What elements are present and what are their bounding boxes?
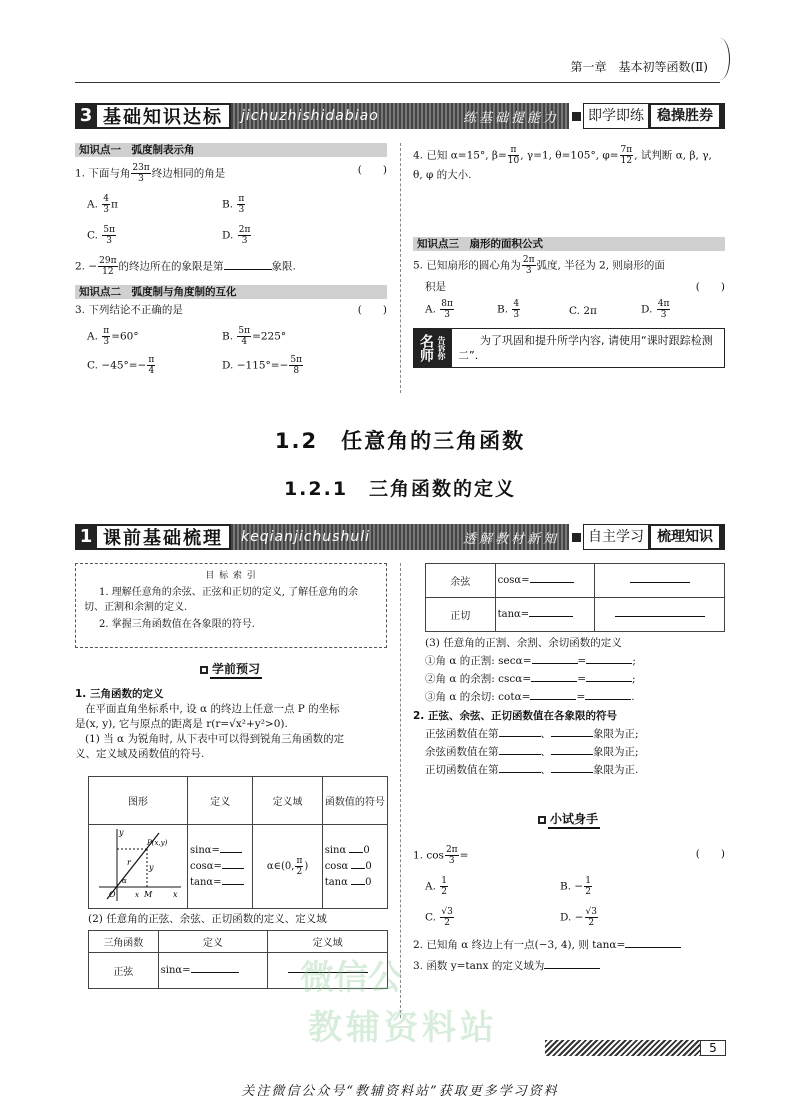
option-C: C. 2π [569,305,597,317]
heading-mark-icon [538,816,546,824]
option-B: B. $\frac{4}{3}$ [497,299,520,320]
answer-blank[interactable] [544,968,600,969]
teacher-tip-badge: 名师 告诉你 [414,329,452,367]
sign-cell: sinα 0 cosα 0 tanα 0 [322,825,387,909]
right-notes [413,636,725,778]
answer-blank[interactable] [220,852,242,853]
trial-heading-wrap [413,810,725,829]
trial-question-2: 2. 已知角 α 终边上有一点(−3, 4), 则 tanα= [413,938,725,953]
answer-blank[interactable] [585,699,631,700]
answer-blank[interactable] [586,681,632,682]
trial-question-1: 1. cos $\frac{2\pi}{3}$ = ( ) [413,845,725,866]
answer-blank[interactable] [530,582,574,583]
table-header: 图形 [89,777,188,825]
banner-slogan: 练基础提能力 [462,110,559,126]
banner-stripe [231,524,569,550]
question-4: 4. 已知 α=15°, β= $\frac{\pi}{10}$ , γ=1, θ=105°, φ= $\frac{7\pi}{12}$ , 试判断 α, β, γ, [413,145,712,166]
definition-para-4: 义、定义域及函数值的符号. [75,748,205,760]
option-D: D. $\frac{2\pi}{3}$ [222,225,251,246]
question-1 [75,163,387,184]
option-B: B. $\frac{\pi}{3}$ [222,194,245,215]
knowledge-point-3: 知识点三 扇形的面积公式 [413,237,725,251]
trial-question-3: 3. 函数 y=tanx 的定义域为 [413,959,725,974]
question-3: 3. 下列结论不正确的是 ( ) [75,304,387,316]
fig-label-r: r [127,858,131,867]
cosine-sign: 余弦函数值在第 、 象限为正; [425,746,639,758]
header-curve [710,38,730,80]
answer-blank[interactable] [551,772,593,773]
fig-label-x: x [173,890,178,899]
banner-tag: 即学即练 [583,103,649,129]
option-A: A. $\frac{4}{3}$ π [87,194,118,215]
table-cell: 余弦 [426,564,496,598]
fig-label-x-leg: x [135,891,139,899]
goal-1: 1. 理解任意角的余弦、正弦和正切的定义, 了解任意角的余切、正割和余割的定义. [84,587,359,613]
q1-text: 1. 下面与角 [75,167,131,180]
fig-label-alpha: α [122,877,127,885]
fig-label-y-leg: y [149,863,154,872]
right-exercises [413,145,725,368]
option-A: A. $\frac{1}{2}$ [425,876,447,897]
definition-para-3: (1) 当 α 为锐角时, 从下表中可以得到锐角三角函数的定 [85,733,345,745]
any-angle-para: (2) 任意角的正弦、余弦、正切函数的定义、定义域 [88,913,327,925]
q1-options-row2 [75,225,387,246]
unit-angle-figure [89,825,187,905]
definition-para-1: 在平面直角坐标系中, 设 α 的终边上任意一点 P 的坐标 [85,703,340,715]
banner-title: 课前基础梳理 [97,524,231,550]
banner-square-icon [569,524,583,550]
cot-def: ③角 α 的余切: cotα= = . [425,691,635,703]
answer-paren: ( ) [695,281,725,293]
fig-label-p: P(x,y) [147,839,168,847]
answer-blank[interactable] [222,884,244,885]
teacher-tip-box [413,328,725,368]
answer-blank[interactable] [625,947,681,948]
trial-options-row2 [413,907,725,928]
table-cell: tanα= [495,598,595,632]
teacher-tip-text: 为了巩固和提升所学内容, 请使用“课时跟踪检测二”. [458,334,713,362]
watermark-line-2: 教辅资料站 [308,1008,498,1048]
answer-blank[interactable] [551,736,593,737]
q3-options-row1 [75,326,387,347]
goals-box [75,563,387,648]
answer-blank[interactable] [586,663,632,664]
table-header: 三角函数 [89,931,159,953]
banner-basic-knowledge [75,103,725,129]
banner-tag-bold: 稳操胜券 [649,103,725,129]
q1-options-row1 [75,194,387,215]
answer-blank[interactable] [551,754,593,755]
answer-blank[interactable] [630,582,690,583]
banner-pinyin: jichuzhishidabiao [241,108,379,124]
goal-2: 2. 掌握三角函数值在各象限的符号. [99,619,255,630]
definition-cell: sinα= cosα= tanα= [188,825,253,909]
answer-blank[interactable] [351,868,365,869]
table-cell [595,564,725,598]
csc-def: ②角 α 的余割: cscα= = ; [425,673,636,685]
banner-title: 基础知识达标 [97,103,231,129]
definition-para-2: 是(x, y), 它与原点的距离是 r(r=√x²+y²>0). [75,718,288,730]
answer-blank[interactable] [531,681,577,682]
question-4-line2: θ, φ 的大小. [413,169,472,181]
goals-title: 目 标 索 引 [205,571,257,581]
section-title: 1.2 任意角的三角函数 [274,429,526,453]
header-rule [75,82,720,83]
banner-tag: 自主学习 [583,524,649,550]
answer-blank[interactable] [529,616,573,617]
any-angle-table-cont [425,563,725,632]
q5-options [413,299,725,320]
banner-square-icon [569,103,583,129]
fig-label-o: O [109,890,116,899]
banner-tag-bold: 梳理知识 [649,524,725,550]
left-exercises [75,143,387,376]
table-header: 定义 [188,777,253,825]
sign-heading: 2. 正弦、余弦、正切函数值在各象限的符号 [413,710,617,722]
banner-number: 1 [75,524,97,550]
sine-sign: 正弦函数值在第 、 象限为正; [425,728,639,740]
sec-def: ①角 α 的正割: secα= = ; [425,655,636,667]
banner-stripe [231,103,569,129]
answer-blank[interactable] [499,754,541,755]
column-divider [400,143,401,393]
option-B: B. $\frac{5\pi}{4}$ =225° [222,326,287,347]
answer-blank[interactable] [222,868,244,869]
q1-frac: $\frac{23\pi}{3}$ [132,163,150,184]
definition-heading: 1. 三角函数的定义 [75,688,164,700]
answer-paren: ( ) [695,848,725,860]
trial-options-row1 [413,876,725,897]
section-subtitle: 1.2.1 三角函数的定义 [283,478,517,500]
banner-preclass [75,524,725,550]
q3-options-row2 [75,355,387,376]
fig-label-m: M [144,890,153,899]
trial-exercises [413,845,725,974]
table-cell: cosα= [495,564,595,598]
option-C: C. −45°=− $\frac{\pi}{4}$ [87,355,155,376]
preview-heading: 学前预习 [210,660,262,679]
page-number: 5 [700,1040,726,1056]
watermark-line-1: 微信公 [300,958,402,998]
answer-blank[interactable] [351,884,365,885]
answer-blank[interactable] [532,663,578,664]
question-5: 5. 已知扇形的圆心角为 $\frac{2\pi}{3}$ 弧度, 半径为 2, 则扇形的面 [413,255,665,276]
preview-heading-wrap [75,660,387,679]
preview-section [75,660,387,762]
table-header: 定义域 [268,931,388,953]
acute-trig-table [88,776,388,909]
fig-label-y: y [119,828,124,837]
answer-blank[interactable] [499,772,541,773]
answer-blank[interactable] [499,736,541,737]
table-cell: 正弦 [89,953,159,989]
option-D: D. − $\frac{√3}{2}$ [560,907,597,928]
domain-cell: α∈(0, $\frac{\pi}{2}$ ) [253,825,322,909]
table-header: 定义域 [253,777,322,825]
q2-blank[interactable] [224,269,272,270]
knowledge-point-1: 知识点一 弧度制表示角 [75,143,387,157]
option-C: C. $\frac{5\pi}{3}$ [87,225,115,246]
question-5-line2: 积是 ( ) [425,281,725,293]
heading-mark-icon [200,666,208,674]
footer-note: 关注微信公众号“教辅资料站”获取更多学习资料 [241,1084,559,1099]
table-header: 定义 [158,931,268,953]
knowledge-point-2: 知识点二 弧度制与角度制的互化 [75,285,387,299]
table-cell: sinα= [158,953,268,989]
table-cell: 正切 [426,598,496,632]
tangent-sign: 正切函数值在第 、 象限为正. [425,764,639,776]
banner-pinyin: keqianjichushuli [241,529,370,545]
option-A: A. $\frac{\pi}{3}$ =60° [87,326,139,347]
table-cell [595,598,725,632]
answer-blank[interactable] [615,616,705,617]
option-D: D. $\frac{4\pi}{3}$ [641,299,670,320]
page-number-bar [545,1040,725,1056]
banner-number: 3 [75,103,97,129]
cofunction-para: (3) 任意角的正割、余割、余切函数的定义 [425,637,622,649]
trial-heading: 小试身手 [548,810,600,829]
option-D: D. −115°=− $\frac{5\pi}{8}$ [222,355,303,376]
answer-blank[interactable] [349,852,363,853]
chapter-header: 第一章 基本初等函数(Ⅱ) [570,60,708,74]
option-A: A. $\frac{8\pi}{3}$ [425,299,453,320]
answer-paren: ( ) [357,304,387,316]
q1-text-post: 终边相同的角是 [151,167,226,180]
answer-paren: ( ) [357,164,387,176]
figure-cell [89,825,188,909]
answer-blank[interactable] [530,699,576,700]
option-B: B. − $\frac{1}{2}$ [560,876,591,897]
option-C: C. $\frac{√3}{2}$ [425,907,453,928]
table-header: 函数值的符号 [322,777,387,825]
question-2: 2. − $\frac{29\pi}{12}$ 的终边所在的象限是第 象限. [75,256,296,277]
banner-slogan: 透解教材新知 [462,531,559,547]
answer-blank[interactable] [191,972,239,973]
